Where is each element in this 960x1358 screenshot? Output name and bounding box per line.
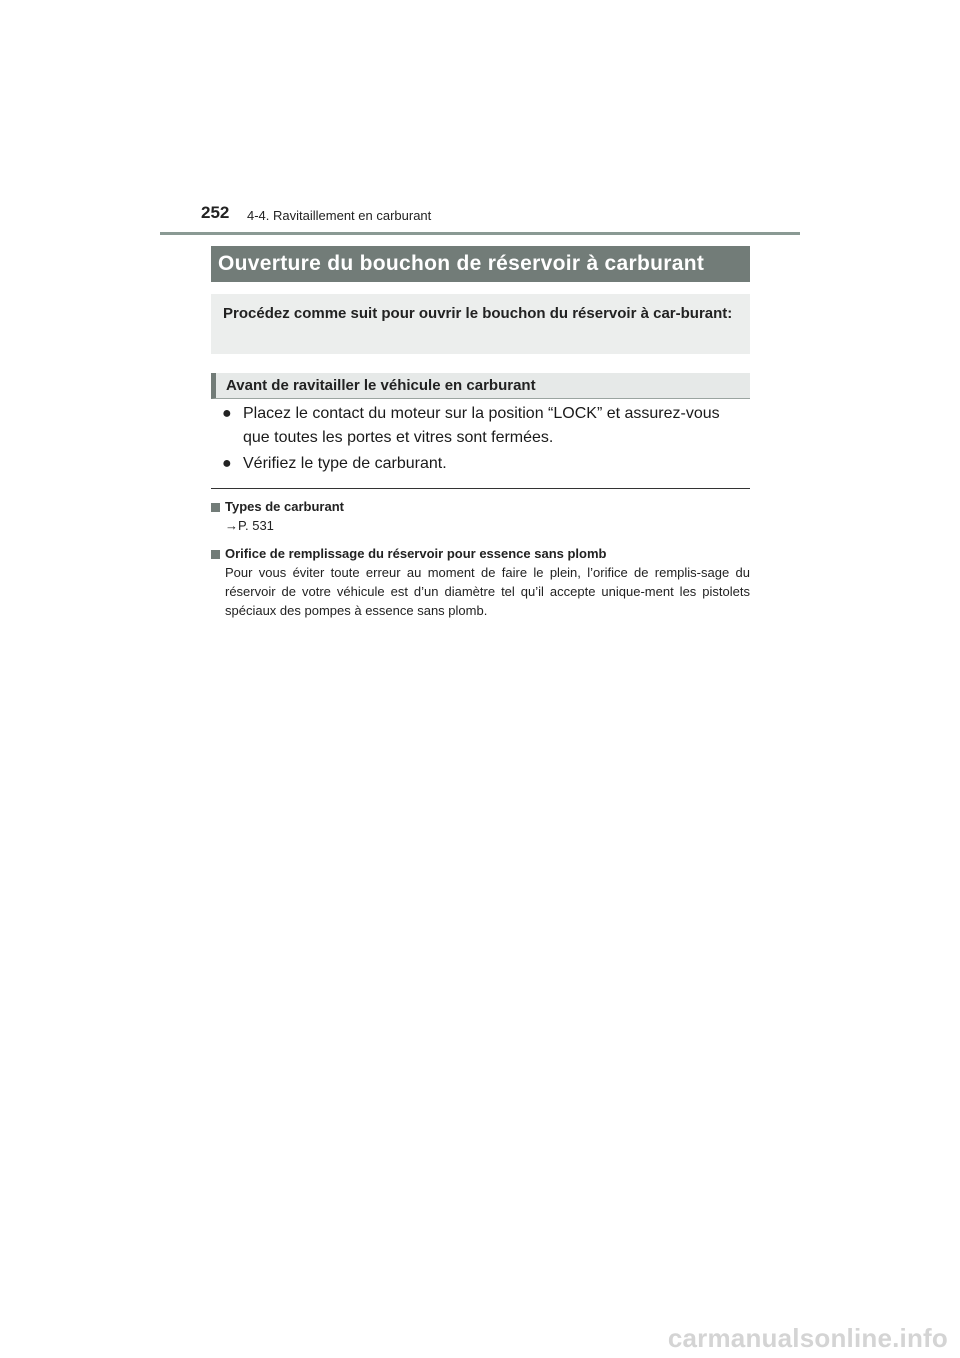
list-item [222,452,750,476]
note-title: Orifice de remplissage du réservoir pour essence sans plomb [225,546,607,561]
intro-box [211,294,750,354]
page-reference-link[interactable]: →P. 531 [225,518,274,533]
square-bullet-icon [211,503,220,512]
section-title: Ouverture du bouchon de réservoir à carburant [211,246,750,282]
note-fuel-inlet [211,545,750,620]
note-heading [211,498,750,516]
note-heading [211,545,750,563]
section-divider [211,488,750,489]
intro-text: Procédez comme suit pour ouvrir le bouchon du réservoir à car-burant: [223,305,733,322]
subsection-title: Avant de ravitailler le véhicule en carburant [211,373,750,399]
page-number: 252 [201,203,230,222]
watermark: carmanualsonline.info [667,1323,948,1353]
square-bullet-icon [211,550,220,559]
header-rule [160,232,800,235]
list-item-text: Vérifiez le type de carburant. [243,455,447,472]
bullet-icon: ● [222,455,232,472]
list-item [222,402,750,450]
bullet-list [222,402,750,478]
list-item-text: Placez le contact du moteur sur la position “LOCK” et assurez-vous que toutes les portes et vitres sont fermées. [243,405,720,446]
note-body: Pour vous éviter toute erreur au moment de faire le plein, l’orifice de remplis-sage du réservoir de votre véhicule est d’un diamètre tel qu’il accepte unique-ment les pistolets spéciaux des pompes à essence sans plomb. [225,565,750,618]
chapter-title: 4-4. Ravitaillement en carburant [247,208,432,223]
note-title: Types de carburant [225,499,344,514]
note-fuel-types [211,498,750,536]
bullet-icon: ● [222,405,232,422]
